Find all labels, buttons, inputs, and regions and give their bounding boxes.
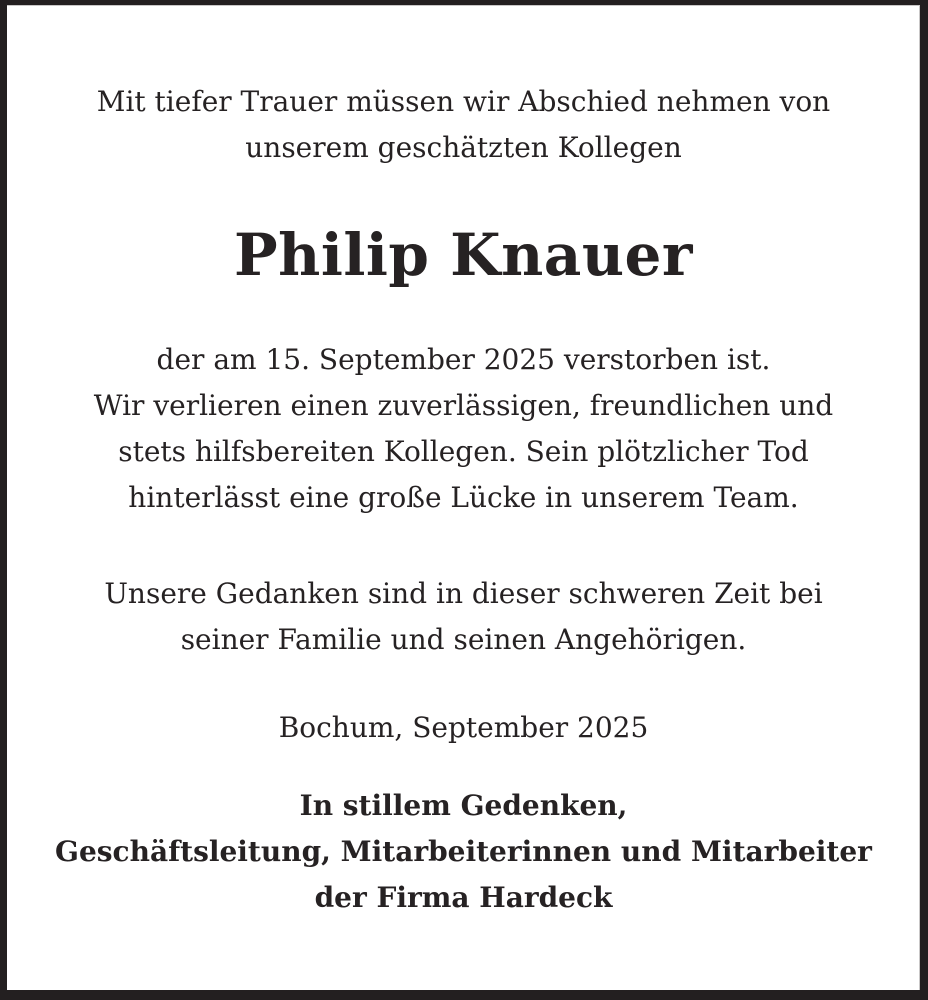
body-paragraph — [7, 337, 920, 521]
intro-line-1: Mit tiefer Trauer müssen wir Abschied nehmen von — [96, 85, 831, 118]
body-line-4: hinterlässt eine große Lücke in unserem Team. — [128, 481, 799, 514]
deceased-name: Philip Knauer — [234, 221, 693, 289]
dateline: Bochum, September 2025 — [278, 711, 649, 744]
obituary-content — [7, 5, 920, 921]
body-line-2: Wir verlieren einen zuverlässigen, freundlichen und — [93, 389, 834, 422]
body-line-1: der am 15. September 2025 verstorben ist. — [156, 343, 771, 376]
intro-line-2: unserem geschätzten Kollegen — [245, 131, 682, 164]
closing-line-2: Geschäftsleitung, Mitarbeiterinnen und Mitarbeiter — [55, 835, 872, 868]
closing-line-3: der Firma Hardeck — [314, 881, 613, 914]
condolence-line-1: Unsere Gedanken sind in dieser schweren Zeit bei — [104, 577, 823, 610]
closing-paragraph — [7, 783, 920, 921]
closing-line-1: In stillem Gedenken, — [299, 789, 628, 822]
condolence-line-2: seiner Familie und seinen Angehörigen. — [180, 623, 747, 656]
body-line-3: stets hilfsbereiten Kollegen. Sein plötzlicher Tod — [118, 435, 809, 468]
condolence-paragraph — [7, 571, 920, 663]
dateline-paragraph — [7, 705, 920, 751]
intro-paragraph — [7, 79, 920, 171]
